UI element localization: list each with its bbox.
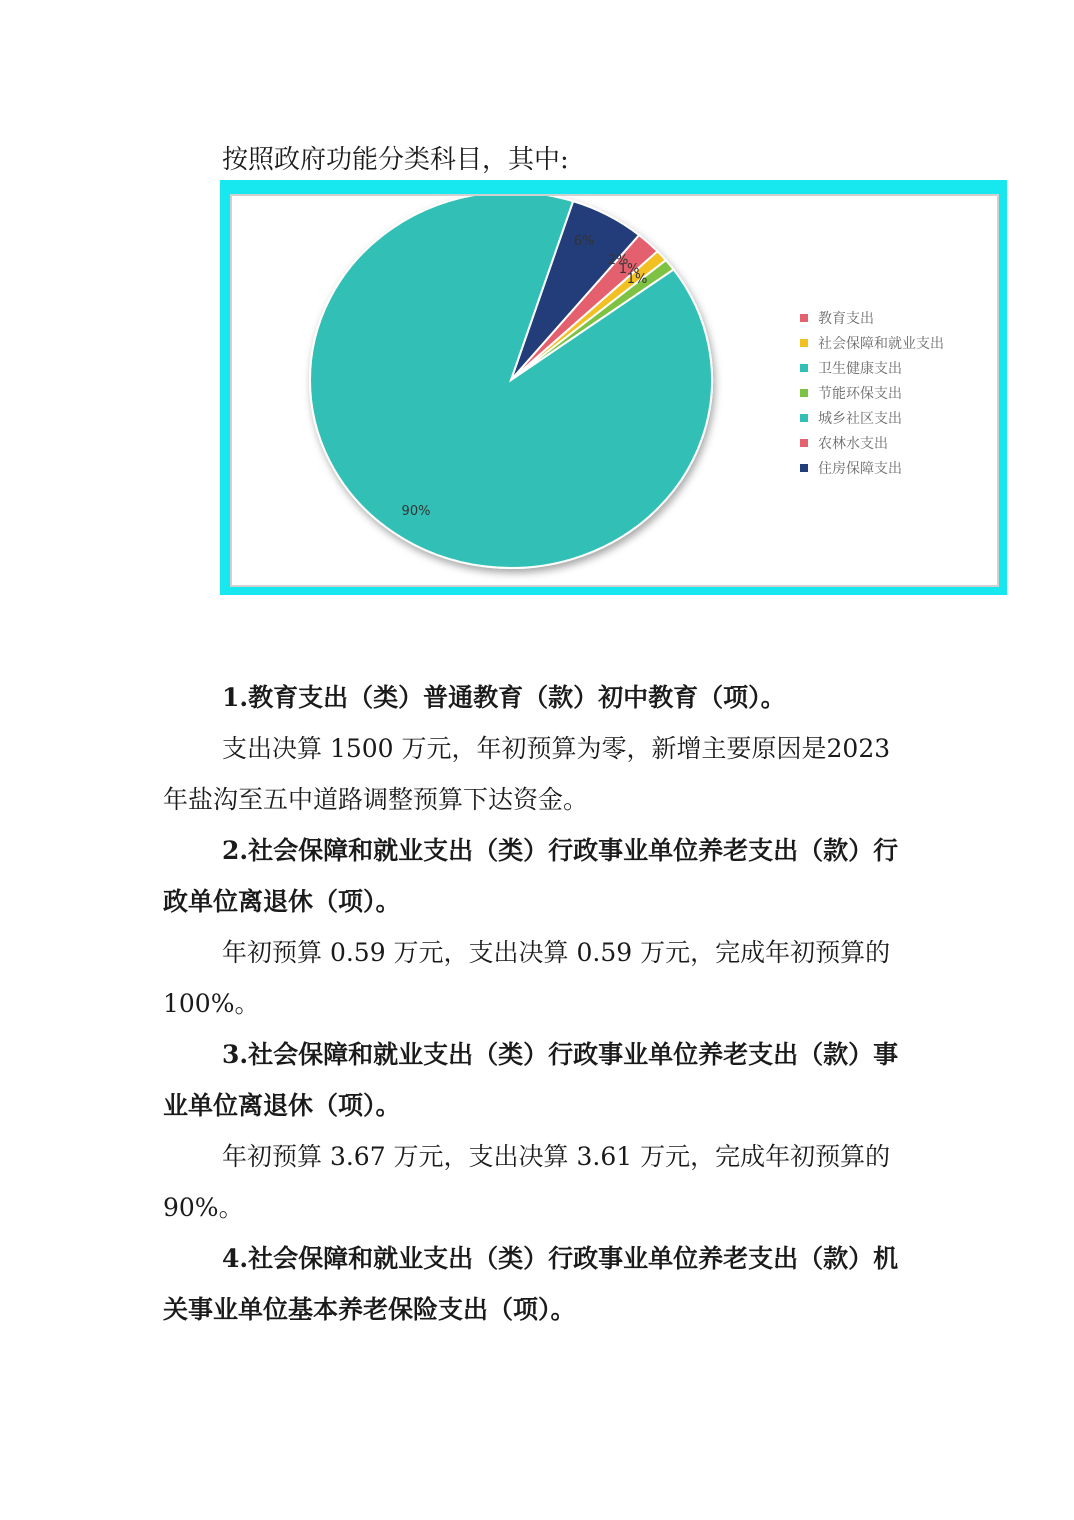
legend-swatch — [800, 339, 808, 347]
legend-label: 节能环保支出 — [818, 386, 902, 402]
legend-swatch — [800, 364, 808, 372]
heading-admin-retirement: 2.社会保障和就业支出（类）行政事业单位养老支出（款）行政单位离退休（项）。 — [163, 836, 899, 916]
pie-data-label: 6% — [573, 234, 595, 249]
legend-swatch — [800, 314, 808, 322]
legend-swatch — [800, 464, 808, 472]
legend-swatch — [800, 389, 808, 397]
legend-label: 住房保障支出 — [818, 461, 902, 477]
heading-institution-retirement: 3.社会保障和就业支出（类）行政事业单位养老支出（款）事业单位离退休（项）。 — [163, 1040, 899, 1120]
chart-area — [230, 194, 999, 587]
pie-data-label: 1% — [618, 262, 640, 277]
heading-pension-insurance: 4.社会保障和就业支出（类）行政事业单位养老支出（款）机关事业单位基本养老保险支出（项）。 — [163, 1244, 899, 1324]
legend-swatch — [800, 439, 808, 447]
pie-chart — [232, 196, 999, 587]
legend-label: 城乡社区支出 — [818, 411, 902, 427]
paragraph-admin-retirement: 年初预算 0.59 万元，支出决算 0.59 万元，完成年初预算的 100%。 — [163, 938, 899, 1018]
chart-frame — [220, 180, 1007, 595]
legend-swatch — [800, 414, 808, 422]
pie-data-label: 90% — [401, 504, 431, 519]
paragraph-institution-retirement: 年初预算 3.67 万元，支出决算 3.61 万元，完成年初预算的 90%。 — [163, 1142, 899, 1222]
pie-data-label: 2% — [607, 253, 629, 268]
legend-label: 农林水支出 — [818, 436, 888, 452]
intro-text: 按照政府功能分类科目，其中: — [222, 145, 569, 175]
body-text — [163, 672, 923, 1335]
legend-label: 卫生健康支出 — [818, 361, 902, 377]
legend-label: 社会保障和就业支出 — [818, 336, 944, 352]
paragraph-education: 支出决算 1500 万元，年初预算为零，新增主要原因是2023 年盐沟至五中道路调整预算下达资金。 — [163, 734, 899, 814]
legend-label: 教育支出 — [818, 311, 874, 327]
pie-data-label: 1% — [626, 272, 648, 287]
heading-education: 1.教育支出（类）普通教育（款）初中教育（项）。 — [222, 683, 786, 712]
